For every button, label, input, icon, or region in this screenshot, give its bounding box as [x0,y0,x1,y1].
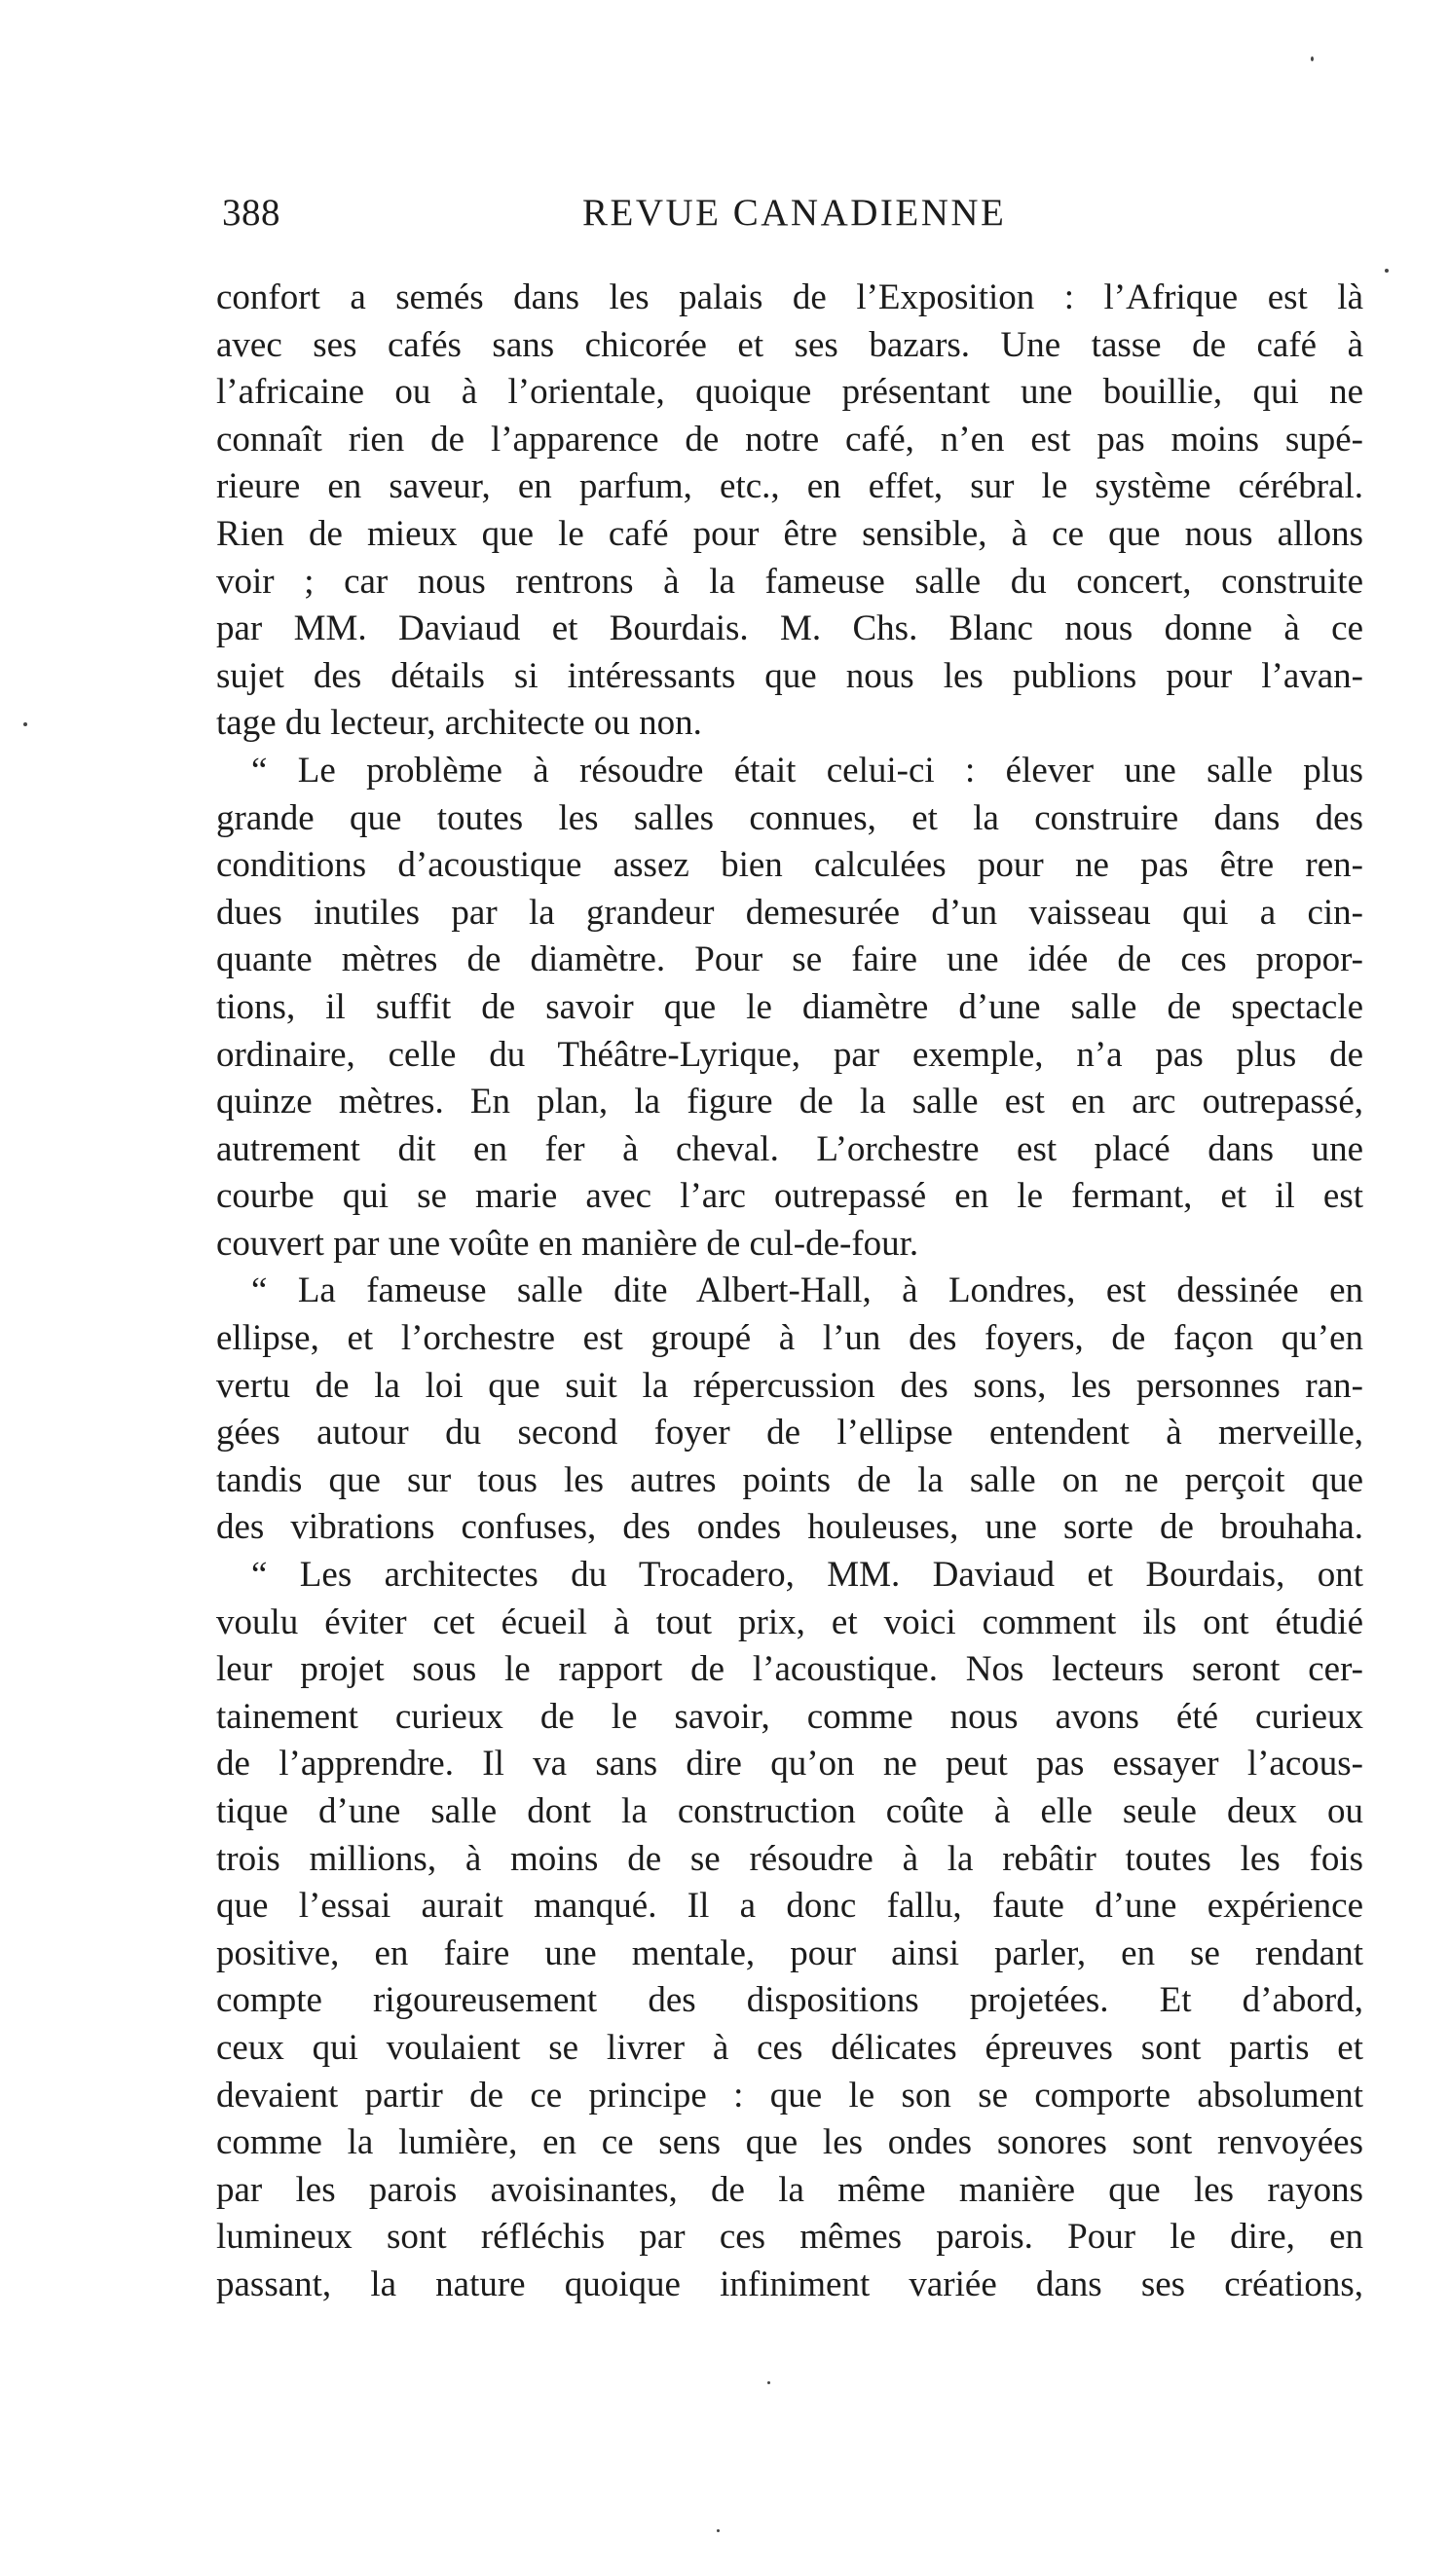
text-line: par MM. Daviaud et Bourdais. M. Chs. Blanc nous donne à ce [216,608,1363,649]
text-line: compte rigoureusement des dispositions projetées. Et d’abord, [216,1980,1363,2021]
text-line: l’africaine ou à l’orientale, quoique présentant une bouillie, qui ne [216,372,1363,413]
text-line: grande que toutes les salles connues, et la construire dans des [216,797,1363,838]
page-number: 388 [222,192,280,234]
scan-speck [717,2529,720,2532]
paragraph-start-line: “ La fameuse salle dite Albert-Hall, à Londres, est dessinée en [251,1270,1363,1311]
text-line: connaît rien de l’apparence de notre café, n’en est pas moins supé- [216,419,1363,460]
running-title: REVUE CANADIENNE [582,192,1007,234]
text-line: tandis que sur tous les autres points de la salle on ne perçoit que [216,1459,1363,1500]
text-line: trois millions, à moins de se résoudre à la rebâtir toutes les fois [216,1838,1363,1879]
text-line: devaient partir de ce principe : que le son se comporte absolument [216,2075,1363,2116]
text-line: quinze mètres. En plan, la figure de la salle est en arc outrepassé, [216,1082,1363,1122]
body-text [216,275,1363,2309]
text-line: ellipse, et l’orchestre est groupé à l’un des foyers, de façon qu’en [216,1318,1363,1359]
text-line: quante mètres de diamètre. Pour se faire une idée de ces propor- [216,939,1363,980]
text-line: passant, la nature quoique infiniment variée dans ses créations, [216,2263,1363,2304]
text-line: Rien de mieux que le café pour être sensible, à ce que nous allons [216,513,1363,554]
text-line: sujet des détails si intéressants que nous les publions pour l’avan- [216,655,1363,696]
text-line: rieure en saveur, en parfum, etc., en effet, sur le système cérébral. [216,466,1363,507]
text-line: tainement curieux de le savoir, comme nous avons été curieux [216,1696,1363,1737]
scan-speck [1311,56,1314,61]
text-line: dues inutiles par la grandeur demesurée d’un vaisseau qui a cin- [216,892,1363,933]
text-line: couvert par une voûte en manière de cul-de-four. [216,1223,919,1264]
text-line: que l’essai aurait manqué. Il a donc fallu, faute d’une expérience [216,1886,1363,1927]
text-line: voir ; car nous rentrons à la fameuse salle du concert, construite [216,561,1363,602]
scan-speck [23,722,27,726]
text-line: voulu éviter cet écueil à tout prix, et voici comment ils ont étudié [216,1601,1363,1642]
text-line: par les parois avoisinantes, de la même manière que les rayons [216,2169,1363,2210]
text-line: tions, il suffit de savoir que le diamètre d’une salle de spectacle [216,986,1363,1027]
text-line: conditions d’acoustique assez bien calculées pour ne pas être ren- [216,845,1363,886]
text-line: gées autour du second foyer de l’ellipse entendent à merveille, [216,1413,1363,1454]
text-line: tique d’une salle dont la construction coûte à elle seule deux ou [216,1791,1363,1831]
text-line: courbe qui se marie avec l’arc outrepassé en le fermant, et il est [216,1176,1363,1217]
text-line: avec ses cafés sans chicorée et ses bazars. Une tasse de café à [216,324,1363,365]
text-line: confort a semés dans les palais de l’Exposition : l’Afrique est là [216,277,1363,317]
text-line: ordinaire, celle du Théâtre-Lyrique, par exemple, n’a pas plus de [216,1034,1363,1075]
text-line: de l’apprendre. Il va sans dire qu’on ne peut pas essayer l’acous- [216,1744,1363,1785]
paragraph-start-line: “ Les architectes du Trocadero, MM. Daviaud et Bourdais, ont [251,1555,1363,1596]
text-line: positive, en faire une mentale, pour ainsi parler, en se rendant [216,1932,1363,1973]
scan-speck [1385,269,1389,273]
text-line: des vibrations confuses, des ondes houleuses, une sorte de brouhaha. [216,1507,1363,1548]
paragraph-start-line: “ Le problème à résoudre était celui-ci : élever une salle plus [251,750,1363,791]
text-line: lumineux sont réfléchis par ces mêmes parois. Pour le dire, en [216,2217,1363,2258]
text-line: tage du lecteur, architecte ou non. [216,703,702,744]
text-line: vertu de la loi que suit la répercussion des sons, les personnes ran- [216,1365,1363,1406]
scan-speck [767,2381,770,2384]
text-line: comme la lumière, en ce sens que les ondes sonores sont renvoyées [216,2122,1363,2163]
text-line: ceux qui voulaient se livrer à ces délicates épreuves sont partis et [216,2027,1363,2068]
text-line: autrement dit en fer à cheval. L’orchestre est placé dans une [216,1128,1363,1169]
text-line: leur projet sous le rapport de l’acoustique. Nos lecteurs seront cer- [216,1649,1363,1690]
page-header [222,191,1352,249]
